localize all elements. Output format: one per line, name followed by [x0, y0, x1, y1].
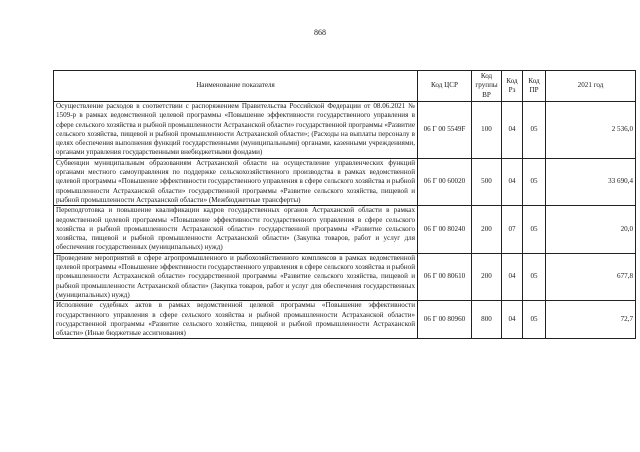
- row-group-code: 200: [472, 253, 502, 300]
- header-csr-code: Код ЦСР: [418, 71, 472, 102]
- row-group-code: 800: [472, 301, 502, 339]
- row-pr-code: 05: [523, 301, 546, 339]
- row-amount: 2 536,0: [546, 102, 636, 159]
- row-csr-code: 06 Г 00 60020: [418, 158, 472, 205]
- header-group-code: Код группы ВР: [472, 71, 502, 102]
- row-description: Переподготовка и повышение квалификации кадров государственных органов Астраханской области в рамках ведомственной целевой программы «Повышение эффективности государственного управления в сфере сельского хозяйства и рыбной промышленности Астраханской области» государственной программы «Развитие сельского хозяйства, пищевой и рыбной промышленности Астраханской области» (Закупка товаров, работ и услуг для обеспечения государственных (муниципальных) нужд): [54, 206, 418, 253]
- page-number: 868: [314, 28, 326, 37]
- table-header-row: [54, 71, 636, 102]
- row-csr-code: 06 Г 00 80610: [418, 253, 472, 300]
- row-pr-code: 05: [523, 206, 546, 253]
- table-row: [54, 102, 636, 159]
- row-rz-code: 04: [502, 301, 523, 339]
- row-amount: 20,0: [546, 206, 636, 253]
- header-rz-code: Код Рз: [502, 71, 523, 102]
- table-row: [54, 301, 636, 339]
- table-row: [54, 206, 636, 253]
- row-group-code: 100: [472, 102, 502, 159]
- row-rz-code: 04: [502, 158, 523, 205]
- row-description: Осуществление расходов в соответствии с распоряжением Правительства Российской Федерации от 08.06.2021 № 1509-р в рамках ведомственной целевой программы «Повышение эффективности государственного управления в сфере сельского хозяйства и рыбной промышленности Астраханской области» государственной программы «Развитие сельского хозяйства, пищевой и рыбной промышленности Астраханской области»; (Расходы на выплаты персоналу в целях обеспечения выполнения функций государственными (муниципальными) органами, казенными учреждениями, органами управления государственными внебюджетными фондами): [54, 102, 418, 159]
- header-year: 2021 год: [546, 71, 636, 102]
- row-amount: 33 690,4: [546, 158, 636, 205]
- row-csr-code: 06 Г 00 5549F: [418, 102, 472, 159]
- table-row: [54, 158, 636, 205]
- budget-table: [53, 70, 636, 339]
- row-rz-code: 04: [502, 102, 523, 159]
- header-pr-code: Код ПР: [523, 71, 546, 102]
- row-pr-code: 05: [523, 102, 546, 159]
- row-amount: 677,8: [546, 253, 636, 300]
- row-description: Исполнение судебных актов в рамках ведомственной целевой программы «Повышение эффективности государственного управления в сфере сельского хозяйства и рыбной промышленности Астраханской области» государственной программы «Развитие сельского хозяйства, пищевой и рыбной промышленности Астраханской области» (Иные бюджетные ассигнования): [54, 301, 418, 339]
- row-description: Проведение мероприятий в сфере агропромышленного и рыбохозяйственного комплексов в рамках ведомственной целевой программы «Повышение эффективности государственного управления в сфере сельского хозяйства и рыбной промышленности Астраханской области» государственной программы «Развитие сельского хозяйства, пищевой и рыбной промышленности Астраханской области» (Закупка товаров, работ и услуг для обеспечения государственных (муниципальных) нужд): [54, 253, 418, 300]
- row-csr-code: 06 Г 00 80240: [418, 206, 472, 253]
- row-group-code: 500: [472, 158, 502, 205]
- row-description: Субвенции муниципальным образованиям Астраханской области на осуществление управленческих функций органами местного самоуправления по поддержке сельскохозяйственного производства в рамках ведомственной целевой программы «Повышение эффективности государственного управления в сфере сельского хозяйства и рыбной промышленности Астраханской области» государственной программы «Развитие сельского хозяйства, пищевой и рыбной промышленности Астраханской области» (Межбюджетные трансферты): [54, 158, 418, 205]
- table-row: [54, 253, 636, 300]
- row-pr-code: 05: [523, 158, 546, 205]
- row-group-code: 200: [472, 206, 502, 253]
- row-amount: 72,7: [546, 301, 636, 339]
- row-csr-code: 06 Г 00 80960: [418, 301, 472, 339]
- header-indicator-name: Наименование показателя: [54, 71, 418, 102]
- row-pr-code: 05: [523, 253, 546, 300]
- row-rz-code: 04: [502, 253, 523, 300]
- row-rz-code: 07: [502, 206, 523, 253]
